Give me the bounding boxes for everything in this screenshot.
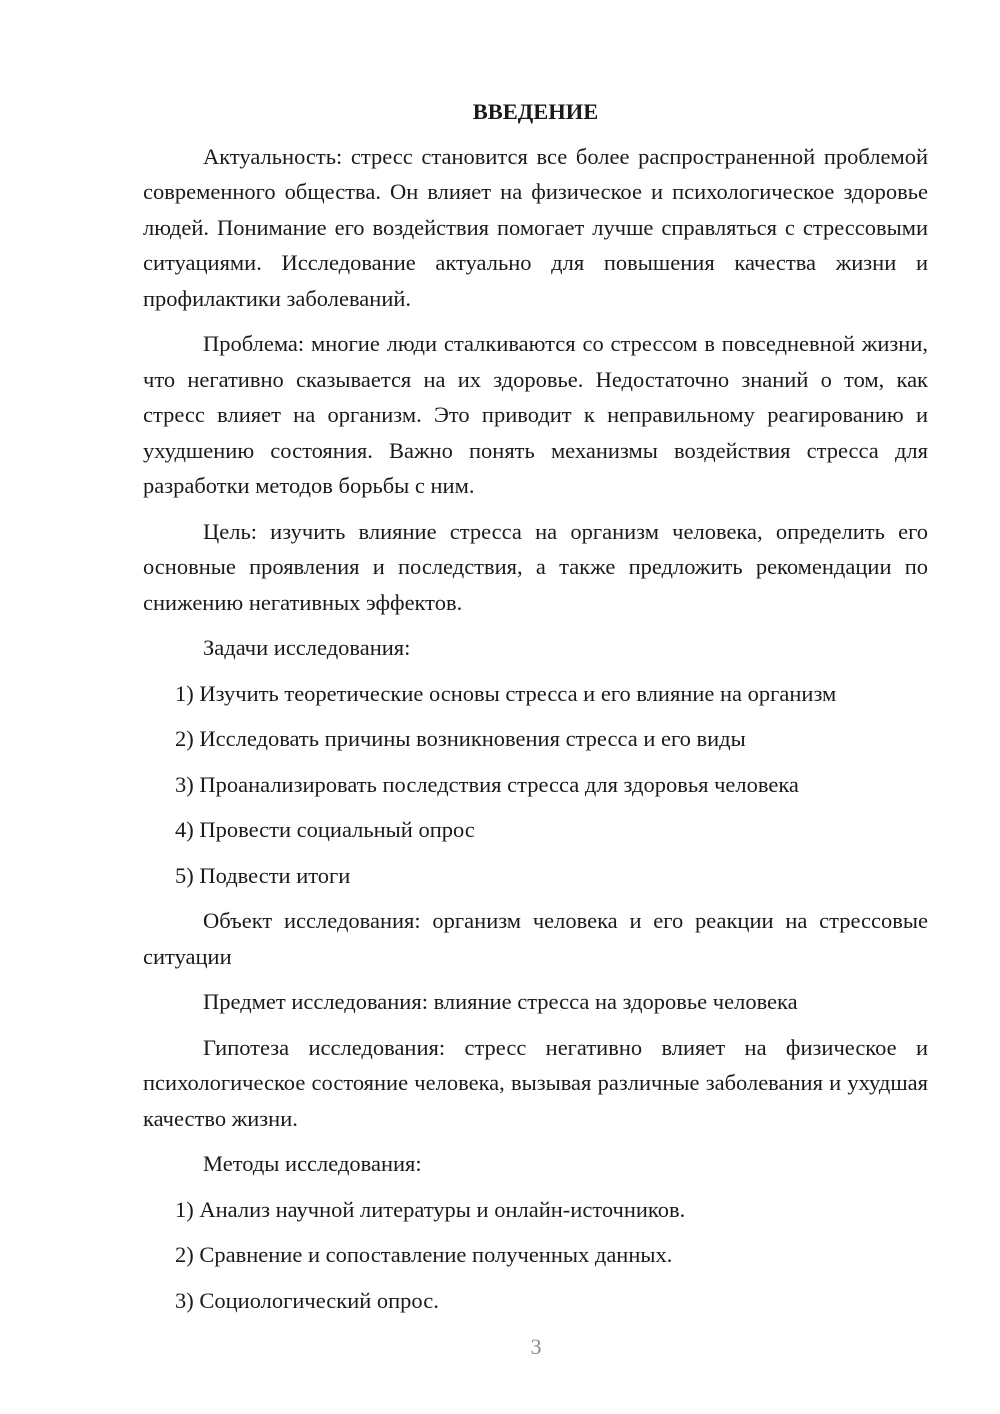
- tasks-heading: Задачи исследования:: [203, 635, 411, 660]
- task-item: 1) Изучить теоретические основы стресса и его влияние на организм: [175, 680, 837, 706]
- methods-heading: Методы исследования:: [203, 1151, 422, 1176]
- document-page: [143, 90, 928, 1328]
- methods-list: [143, 1192, 928, 1319]
- method-item: 2) Сравнение и сопоставление полученных данных.: [175, 1242, 673, 1267]
- hypothesis-paragraph: Гипотеза исследования: стресс негативно влияет на физическое и психологическое состояние человека, вызывая различные заболевания и ухудшая качество жизни.: [143, 1034, 928, 1131]
- subject-paragraph: Предмет исследования: влияние стресса на здоровье человека: [203, 989, 798, 1014]
- page-title: ВВЕДЕНИЕ: [472, 99, 599, 124]
- method-item: 1) Анализ научной литературы и онлайн-источников.: [175, 1196, 686, 1222]
- task-item: 3) Проанализировать последствия стресса для здоровья человека: [175, 771, 799, 797]
- relevance-paragraph: Актуальность: стресс становится все более распространенной проблемой современного общества. Он влияет на физическое и психологическое здоровье людей. Понимание его воздействия помогает лучше справляться с стрессовыми ситуациями. Исследование актуально для повышения качества жизни и профилактики заболеваний.: [143, 143, 928, 311]
- task-item: 2) Исследовать причины возникновения стресса и его виды: [175, 726, 746, 751]
- problem-paragraph: Проблема: многие люди сталкиваются со стрессом в повседневной жизни, что негативно сказывается на их здоровье. Недостаточно знаний о том, как стресс влияет на организм. Это приводит к неправильному реагированию и ухудшению состояния. Важно понять механизмы воздействия стресса для разработки методов борьбы с ним.: [143, 331, 928, 498]
- task-item: 4) Провести социальный опрос: [175, 817, 475, 842]
- method-item: 3) Социологический опрос.: [175, 1287, 439, 1313]
- task-item: 5) Подвести итоги: [175, 862, 351, 888]
- object-paragraph: Объект исследования: организм человека и его реакции на стрессовые ситуации: [143, 908, 928, 969]
- tasks-list: [143, 676, 928, 894]
- page-number: 3: [530, 1334, 542, 1359]
- goal-paragraph: Цель: изучить влияние стресса на организм человека, определить его основные проявления и последствия, а также предложить рекомендации по снижению негативных эффектов.: [143, 518, 928, 615]
